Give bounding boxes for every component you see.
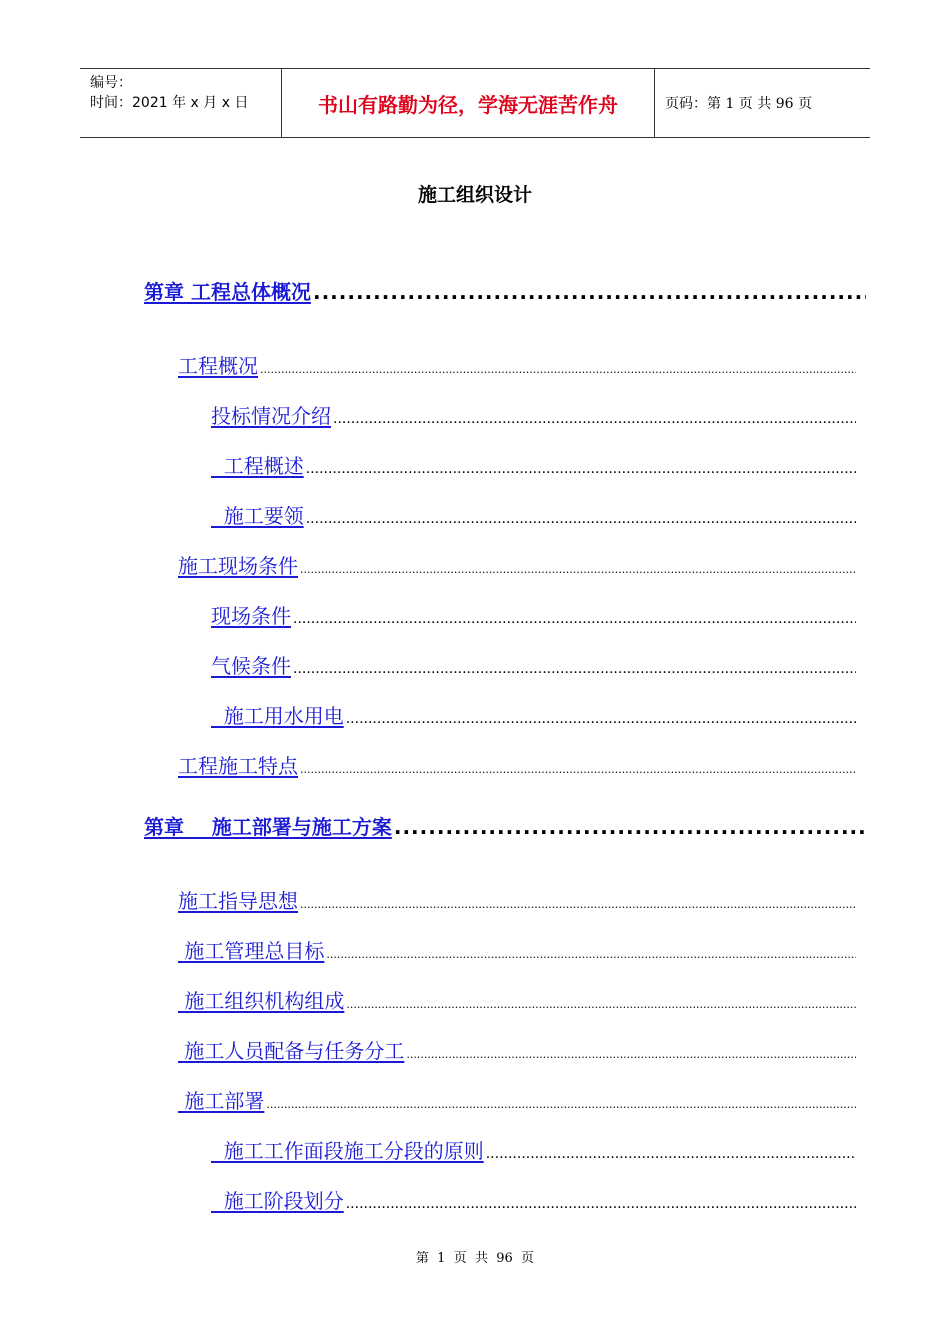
toc-leader bbox=[300, 763, 856, 776]
toc-entry[interactable] bbox=[211, 1135, 856, 1164]
toc-leader bbox=[333, 411, 856, 427]
toc-entry[interactable] bbox=[178, 1035, 856, 1064]
header-motto: 书山有路勤为径，学海无涯苦作舟 bbox=[282, 69, 655, 137]
header-meta bbox=[80, 69, 282, 137]
toc-leader bbox=[406, 1048, 856, 1061]
toc-link[interactable]: 施工部署 bbox=[178, 1089, 265, 1113]
toc-link[interactable]: 工程概述 bbox=[211, 454, 304, 478]
toc-entry[interactable] bbox=[211, 700, 856, 729]
toc-link[interactable]: 现场条件 bbox=[211, 604, 291, 628]
toc-leader bbox=[293, 661, 856, 677]
toc-leader bbox=[260, 363, 856, 376]
toc-link[interactable]: 第章 工程总体概况 bbox=[144, 280, 311, 304]
toc-entry[interactable] bbox=[211, 450, 856, 479]
number-label: 编号： bbox=[90, 75, 132, 91]
toc-leader bbox=[300, 898, 856, 911]
toc-link[interactable]: 施工阶段划分 bbox=[211, 1189, 344, 1213]
toc-link[interactable]: 施工人员配备与任务分工 bbox=[178, 1039, 405, 1063]
toc-entry[interactable] bbox=[178, 750, 856, 779]
toc-leader bbox=[326, 948, 856, 961]
toc-leader bbox=[306, 511, 856, 527]
toc-link[interactable]: 施工管理总目标 bbox=[178, 939, 325, 963]
toc-leader bbox=[346, 998, 856, 1011]
page-footer: 第 1 页 共 96 页 bbox=[415, 1251, 535, 1266]
toc-leader bbox=[346, 711, 856, 727]
toc-entry[interactable] bbox=[211, 500, 856, 529]
toc-entry[interactable] bbox=[211, 650, 856, 679]
toc-entry[interactable] bbox=[178, 985, 856, 1014]
toc-leader bbox=[486, 1146, 856, 1162]
toc-link[interactable]: 施工指导思想 bbox=[178, 889, 298, 913]
toc-leader bbox=[313, 280, 866, 304]
toc-leader bbox=[293, 611, 856, 627]
toc-chapter-2[interactable] bbox=[144, 811, 866, 840]
toc-link[interactable]: 施工现场条件 bbox=[178, 554, 298, 578]
toc-link[interactable]: 工程概况 bbox=[178, 354, 258, 378]
toc-entry[interactable] bbox=[178, 350, 856, 379]
toc-link[interactable]: 第章 施工部署与施工方案 bbox=[144, 815, 392, 839]
document-title: 施工组织设计 bbox=[417, 184, 532, 206]
toc-leader bbox=[300, 563, 856, 576]
toc-link[interactable]: 投标情况介绍 bbox=[211, 404, 331, 428]
toc-leader bbox=[346, 1196, 856, 1212]
toc-entry[interactable] bbox=[211, 600, 856, 629]
toc-entry[interactable] bbox=[178, 935, 856, 964]
toc-link[interactable]: 施工用水用电 bbox=[211, 704, 344, 728]
toc-link[interactable]: 施工组织机构组成 bbox=[178, 989, 345, 1013]
header-table bbox=[80, 68, 870, 138]
toc-leader bbox=[266, 1098, 856, 1111]
toc-entry[interactable] bbox=[178, 885, 856, 914]
toc-entry[interactable] bbox=[178, 550, 856, 579]
toc-link[interactable]: 工程施工特点 bbox=[178, 754, 298, 778]
toc-entry[interactable] bbox=[211, 400, 856, 429]
time-label: 时间：2021 年 x 月 x 日 bbox=[90, 95, 249, 111]
toc-chapter-1[interactable] bbox=[144, 276, 866, 305]
toc-entry[interactable] bbox=[211, 1185, 856, 1214]
toc-entry[interactable] bbox=[178, 1085, 856, 1114]
toc-link[interactable]: 施工要领 bbox=[211, 504, 304, 528]
toc-link[interactable]: 气候条件 bbox=[211, 654, 291, 678]
toc-leader bbox=[306, 461, 856, 477]
toc-leader bbox=[394, 815, 866, 839]
toc-link[interactable]: 施工工作面段施工分段的原则 bbox=[211, 1139, 484, 1163]
header-page-info: 页码：第 1 页 共 96 页 bbox=[665, 96, 812, 112]
